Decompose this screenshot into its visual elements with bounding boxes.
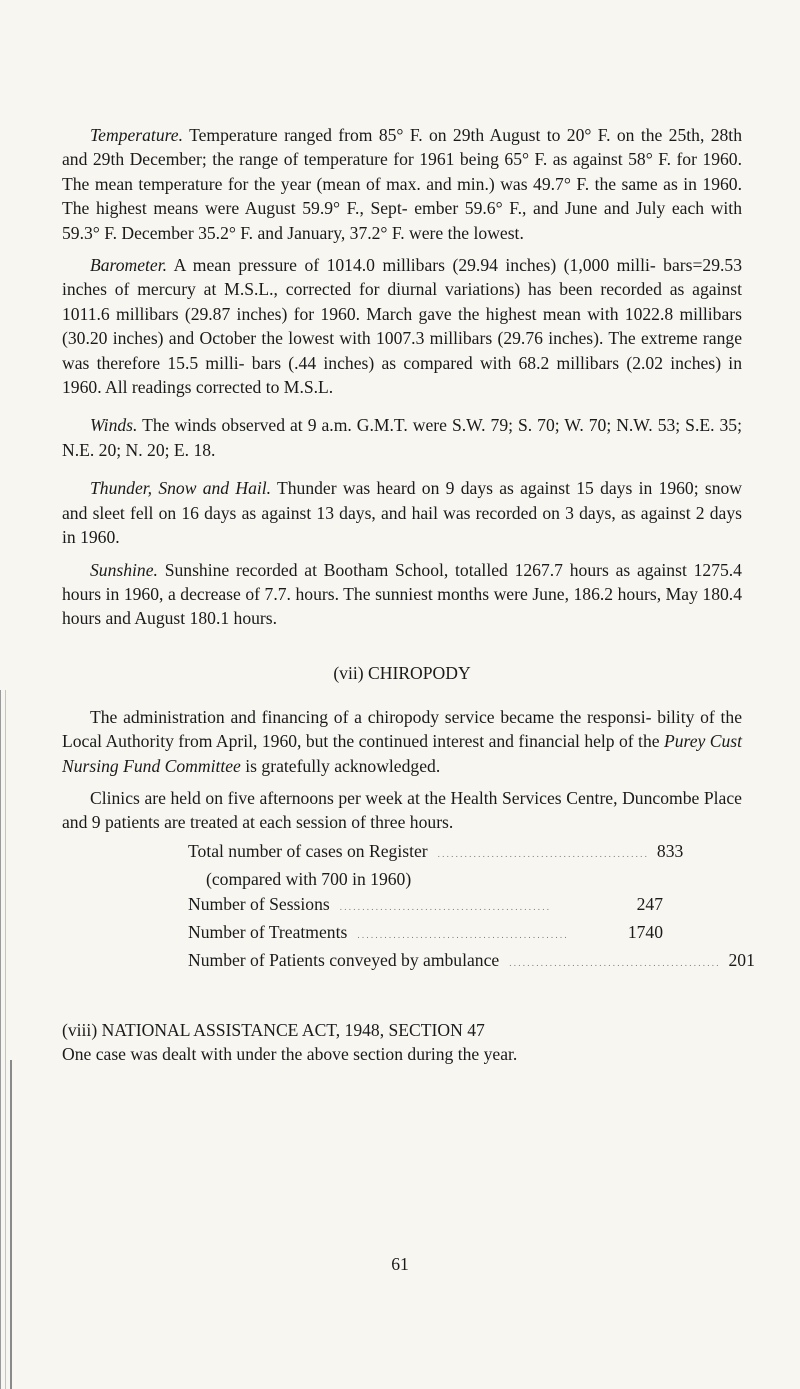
- stats-row: [188, 892, 663, 920]
- stats-note: (compared with 700 in 1960): [206, 868, 412, 889]
- national-assistance-heading: (viii) NATIONAL ASSISTANCE ACT, 1948, SECTION 47: [62, 1019, 485, 1040]
- stats-value: 247: [636, 893, 663, 914]
- chiropody-para1-after: is gratefully acknowledged.: [245, 755, 441, 776]
- dot-leader: . . . . . . . . . . . . . . . . . . . . . . . . . . . . . . . . . . . . . . . . . . . . . . .: [509, 957, 719, 968]
- winds-paragraph: [62, 413, 742, 462]
- winds-lead: Winds.: [90, 415, 138, 436]
- stats-row: [188, 920, 663, 948]
- document-page: [62, 123, 755, 1067]
- binding-edge: [0, 690, 6, 1389]
- chiropody-heading: (vii) CHIROPODY: [333, 662, 471, 683]
- barometer-paragraph: [62, 253, 742, 399]
- chiropody-para1-before: The administration and financing of a chiropody service became the responsi- bility of the Local Authority from April, 1960, but the continued interest and financial help of the: [62, 706, 742, 752]
- temperature-paragraph: [62, 123, 742, 245]
- stats-label: Number of Sessions: [188, 893, 330, 914]
- chiropody-paragraph-2: [62, 786, 742, 835]
- temperature-lead: Temperature.: [90, 125, 184, 145]
- dot-leader: . . . . . . . . . . . . . . . . . . . . . . . . . . . . . . . . . . . . . . . . . . . . . . .: [339, 901, 549, 912]
- chiropody-para2-text: Clinics are held on five afternoons per week at the Health Services Centre, Duncombe Place and 9 patients are treated at each session of three hours.: [62, 787, 742, 833]
- page-number: 61: [391, 1254, 409, 1274]
- national-assistance-text: One case was dealt with under the above section during the year.: [62, 1044, 518, 1065]
- sunshine-lead: Sunshine.: [90, 559, 158, 580]
- barometer-lead: Barometer.: [90, 255, 168, 276]
- binding-line: [10, 1060, 12, 1389]
- chiropody-committee-name: Purey Cust Nursing Fund Committee: [62, 731, 742, 776]
- sunshine-paragraph: [62, 558, 742, 631]
- stats-label: Total number of cases on Register: [188, 840, 428, 861]
- dot-leader: . . . . . . . . . . . . . . . . . . . . . . . . . . . . . . . . . . . . . . . . . . . . . . .: [357, 929, 567, 940]
- sunshine-text: Sunshine recorded at Bootham School, totalled 1267.7 hours as against 1275.4 hours in 1960, a decrease of 7.7. hours. The sunniest months were June, 186.2 hours, May 180.4 hours and August 180.1 hours.: [62, 559, 742, 629]
- stats-label: Number of Patients conveyed by ambulance: [188, 949, 500, 970]
- chiropody-stats: [188, 839, 755, 976]
- dot-leader: . . . . . . . . . . . . . . . . . . . . . . . . . . . . . . . . . . . . . . . . . . . . . . .: [437, 848, 647, 859]
- stats-row: [188, 948, 755, 976]
- chiropody-paragraph-1: [62, 705, 742, 778]
- thunder-text: Thunder was heard on 9 days as against 15 days in 1960; snow and sleet fell on 16 days as against 13 days, and hail was recorded on 3 days, as against 2 days in 1960.: [62, 478, 742, 548]
- temperature-text: Temperature ranged from 85° F. on 29th August to 20° F. on the 25th, 28th and 29th December; the range of temperature for 1961 being 65° F. as against 58° F. for 1960. The mean temperature for the year (mean of max. and min.) was 49.7° F. the same as in 1960. The highest means were August 59.9° F., Sept- ember 59.6° F., and June and July each with 59.3° F. December 35.2° F. and January, 37.2° F. were the lowest.: [62, 125, 742, 243]
- stats-value: 1740: [627, 921, 663, 942]
- stats-value: 201: [728, 949, 755, 970]
- winds-text: The winds observed at 9 a.m. G.M.T. were S.W. 79; S. 70; W. 70; N.W. 53; S.E. 35; N.E. 20; N. 20; E. 18.: [62, 415, 742, 460]
- thunder-paragraph: [62, 476, 742, 549]
- stats-row: [188, 839, 684, 867]
- barometer-text: A mean pressure of 1014.0 millibars (29.94 inches) (1,000 milli- bars=29.53 inches of mercury at M.S.L., corrected for diurnal variations) has been recorded as against 1011.6 millibars (29.87 inches) for 1960. March gave the highest mean with 1022.8 millibars (30.20 inches) and October the lowest with 1007.3 millibars (29.76 inches). The extreme range was therefore 15.5 milli- bars (.44 inches) as compared with 68.2 millibars (2.02 inches) in 1960. All readings corrected to M.S.L.: [62, 255, 742, 398]
- thunder-lead: Thunder, Snow and Hail.: [90, 478, 272, 499]
- stats-label: Number of Treatments: [188, 921, 348, 942]
- stats-value: 833: [656, 840, 684, 861]
